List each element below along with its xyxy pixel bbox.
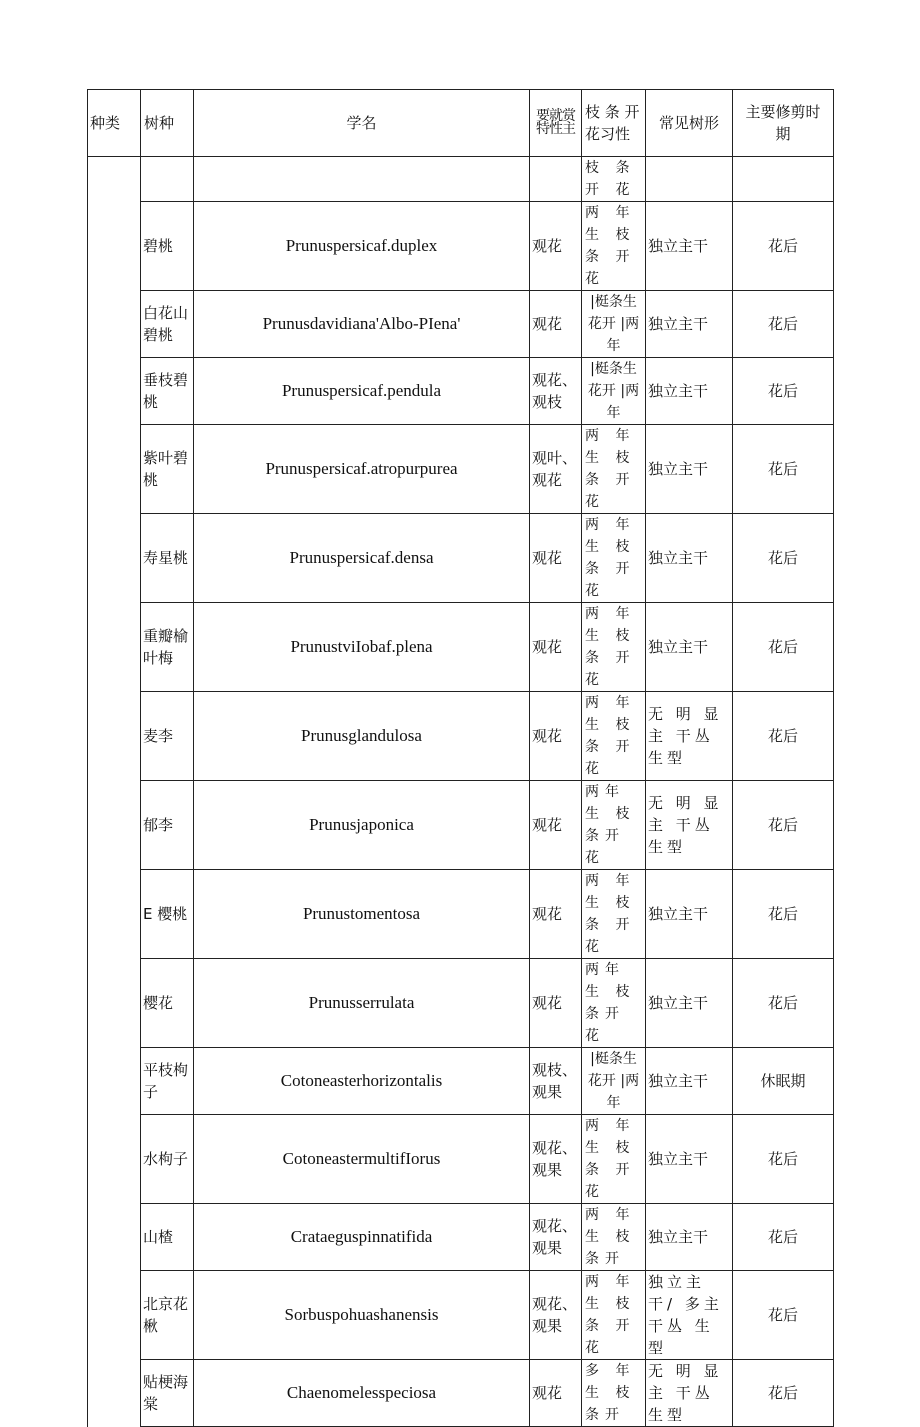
sci-name-cell: Sorbuspohuashanensis [194,1271,530,1360]
prune-cell: 花后 [733,781,834,870]
table-row [88,1115,834,1204]
prune-cell: 花后 [733,202,834,291]
table-body [88,157,834,1427]
trait-cell: 观花 [530,870,582,959]
sci-name-cell: Prunuspersicaf.pendula [194,358,530,425]
species-cell: E 樱桃 [141,870,194,959]
trait-cell [530,157,582,202]
habit-cell: 两 年 生 枝 条 开 花 [582,202,646,291]
trait-cell: 观花、观枝 [530,358,582,425]
header-habit-line1: 枝 条 开 [585,103,640,121]
habit-cell: 两 年 生 枝 条 开 花 [582,603,646,692]
sci-name-cell: Prunusjaponica [194,781,530,870]
species-cell: 寿星桃 [141,514,194,603]
table-row [88,781,834,870]
trait-cell: 观花 [530,1360,582,1427]
sci-name-cell: Prunusserrulata [194,959,530,1048]
header-habit [582,90,646,157]
header-shape: 常见树形 [646,90,733,157]
table-row [88,202,834,291]
sci-name-cell [194,157,530,202]
kind-cell [88,157,141,959]
table-row [88,425,834,514]
species-cell: 垂枝碧桃 [141,358,194,425]
prune-cell: 休眠期 [733,1048,834,1115]
shape-cell: 独立主干 [646,1204,733,1271]
shape-cell [646,157,733,202]
shape-cell: 独立主干 [646,514,733,603]
trait-cell: 观花 [530,692,582,781]
sci-name-cell: Prunuspersicaf.duplex [194,202,530,291]
prune-cell: 花后 [733,959,834,1048]
prune-cell: 花后 [733,425,834,514]
habit-cell: |梃条生 花开 |两年 [582,1048,646,1115]
sci-name-cell: Crataeguspinnatifida [194,1204,530,1271]
prune-cell: 花后 [733,692,834,781]
prune-cell: 花后 [733,291,834,358]
species-cell: 北京花楸 [141,1271,194,1360]
table-row [88,959,834,1048]
trait-cell: 观花、观果 [530,1115,582,1204]
habit-cell: 两 年 生 枝 条 开 花 [582,514,646,603]
shape-cell: 无 明 显 主 干丛生型 [646,781,733,870]
table-row [88,1204,834,1271]
header-habit-line2: 花习性 [585,125,631,143]
species-cell [141,157,194,202]
species-cell: 郁李 [141,781,194,870]
habit-cell: |梃条生 花开 |两年 [582,291,646,358]
sci-name-cell: Prunusglandulosa [194,692,530,781]
sci-name-cell: Chaenomelesspeciosa [194,1360,530,1427]
shape-cell: 独立主干 [646,291,733,358]
trait-cell: 观花 [530,781,582,870]
header-species: 树种 [141,90,194,157]
shape-cell: 无 明 显 主 干丛生型 [646,1360,733,1427]
kind-cell [88,959,141,1427]
table-row [88,358,834,425]
species-cell: 贴梗海棠 [141,1360,194,1427]
table-row [88,291,834,358]
habit-cell: 两 年 生 枝 条 开 花 [582,870,646,959]
table-row [88,1048,834,1115]
sci-name-cell: PrunustviIobaf.plena [194,603,530,692]
habit-cell: 两 年 生 枝 条 开 花 [582,1115,646,1204]
prune-cell: 花后 [733,514,834,603]
prune-cell: 花后 [733,1360,834,1427]
habit-cell: 两年生 枝条开 花 [582,781,646,870]
habit-cell: 两 年 生 枝 条 开 花 [582,425,646,514]
trait-cell: 观花、观果 [530,1271,582,1360]
table-row [88,603,834,692]
trait-cell: 观枝、观果 [530,1048,582,1115]
header-prune-line2: 期 [775,125,791,143]
sci-name-cell: Prunusdavidiana'Albo-PIena' [194,291,530,358]
trait-cell: 观叶、观花 [530,425,582,514]
prune-cell: 花后 [733,358,834,425]
species-cell: 樱花 [141,959,194,1048]
trait-cell: 观花 [530,202,582,291]
table-row [88,870,834,959]
header-kind: 种类 [88,90,141,157]
species-cell: 麦李 [141,692,194,781]
species-cell: 平枝枸子 [141,1048,194,1115]
habit-cell: |梃条生 花开 |两年 [582,358,646,425]
shape-cell: 独立主干 [646,1115,733,1204]
habit-cell: 两 年 生 枝 条 开 花 [582,692,646,781]
header-sci-name: 学名 [194,90,530,157]
prune-cell: 花后 [733,1271,834,1360]
species-cell: 紫叶碧桃 [141,425,194,514]
table-row [88,1360,834,1427]
species-cell: 水枸子 [141,1115,194,1204]
header-trait: 要就赏特性主 [530,90,582,157]
pruning-table [87,89,834,1427]
shape-cell: 独立主干 [646,202,733,291]
header-row [88,90,834,157]
habit-cell: 两 年 生 枝条开 [582,1204,646,1271]
species-cell: 重瓣榆叶梅 [141,603,194,692]
shape-cell: 无 明 显 主 干丛生型 [646,692,733,781]
sci-name-cell: Prunuspersicaf.atropurpurea [194,425,530,514]
shape-cell: 独立主干 [646,1048,733,1115]
species-cell: 碧桃 [141,202,194,291]
species-cell: 白花山碧桃 [141,291,194,358]
trait-cell: 观花 [530,959,582,1048]
trait-cell: 观花 [530,291,582,358]
shape-cell: 独立主干 [646,959,733,1048]
sci-name-cell: Prunustomentosa [194,870,530,959]
header-prune [733,90,834,157]
habit-cell: 多 年 生 枝条开 [582,1360,646,1427]
sci-name-cell: Cotoneasterhorizontalis [194,1048,530,1115]
habit-cell: 枝 条 开 花 [582,157,646,202]
sci-name-cell: CotoneastermultifIorus [194,1115,530,1204]
prune-cell: 花后 [733,870,834,959]
shape-cell: 独立主干 [646,870,733,959]
habit-cell: 两年生 枝条开 花 [582,959,646,1048]
prune-cell: 花后 [733,603,834,692]
trait-cell: 观花 [530,603,582,692]
prune-cell [733,157,834,202]
table-row [88,692,834,781]
sci-name-cell: Prunuspersicaf.densa [194,514,530,603]
prune-cell: 花后 [733,1115,834,1204]
trait-cell: 观花 [530,514,582,603]
header-prune-line1: 主要修剪时 [745,103,821,121]
habit-cell: 两 年 生 枝 条 开 花 [582,1271,646,1360]
table-row [88,1271,834,1360]
prune-cell: 花后 [733,1204,834,1271]
shape-cell: 独立主干 [646,358,733,425]
shape-cell: 独立主干 [646,425,733,514]
trait-cell: 观花、观果 [530,1204,582,1271]
table-row [88,157,834,202]
table-row [88,514,834,603]
shape-cell: 独立主干/ 多主干丛 生型 [646,1271,733,1360]
species-cell: 山楂 [141,1204,194,1271]
shape-cell: 独立主干 [646,603,733,692]
